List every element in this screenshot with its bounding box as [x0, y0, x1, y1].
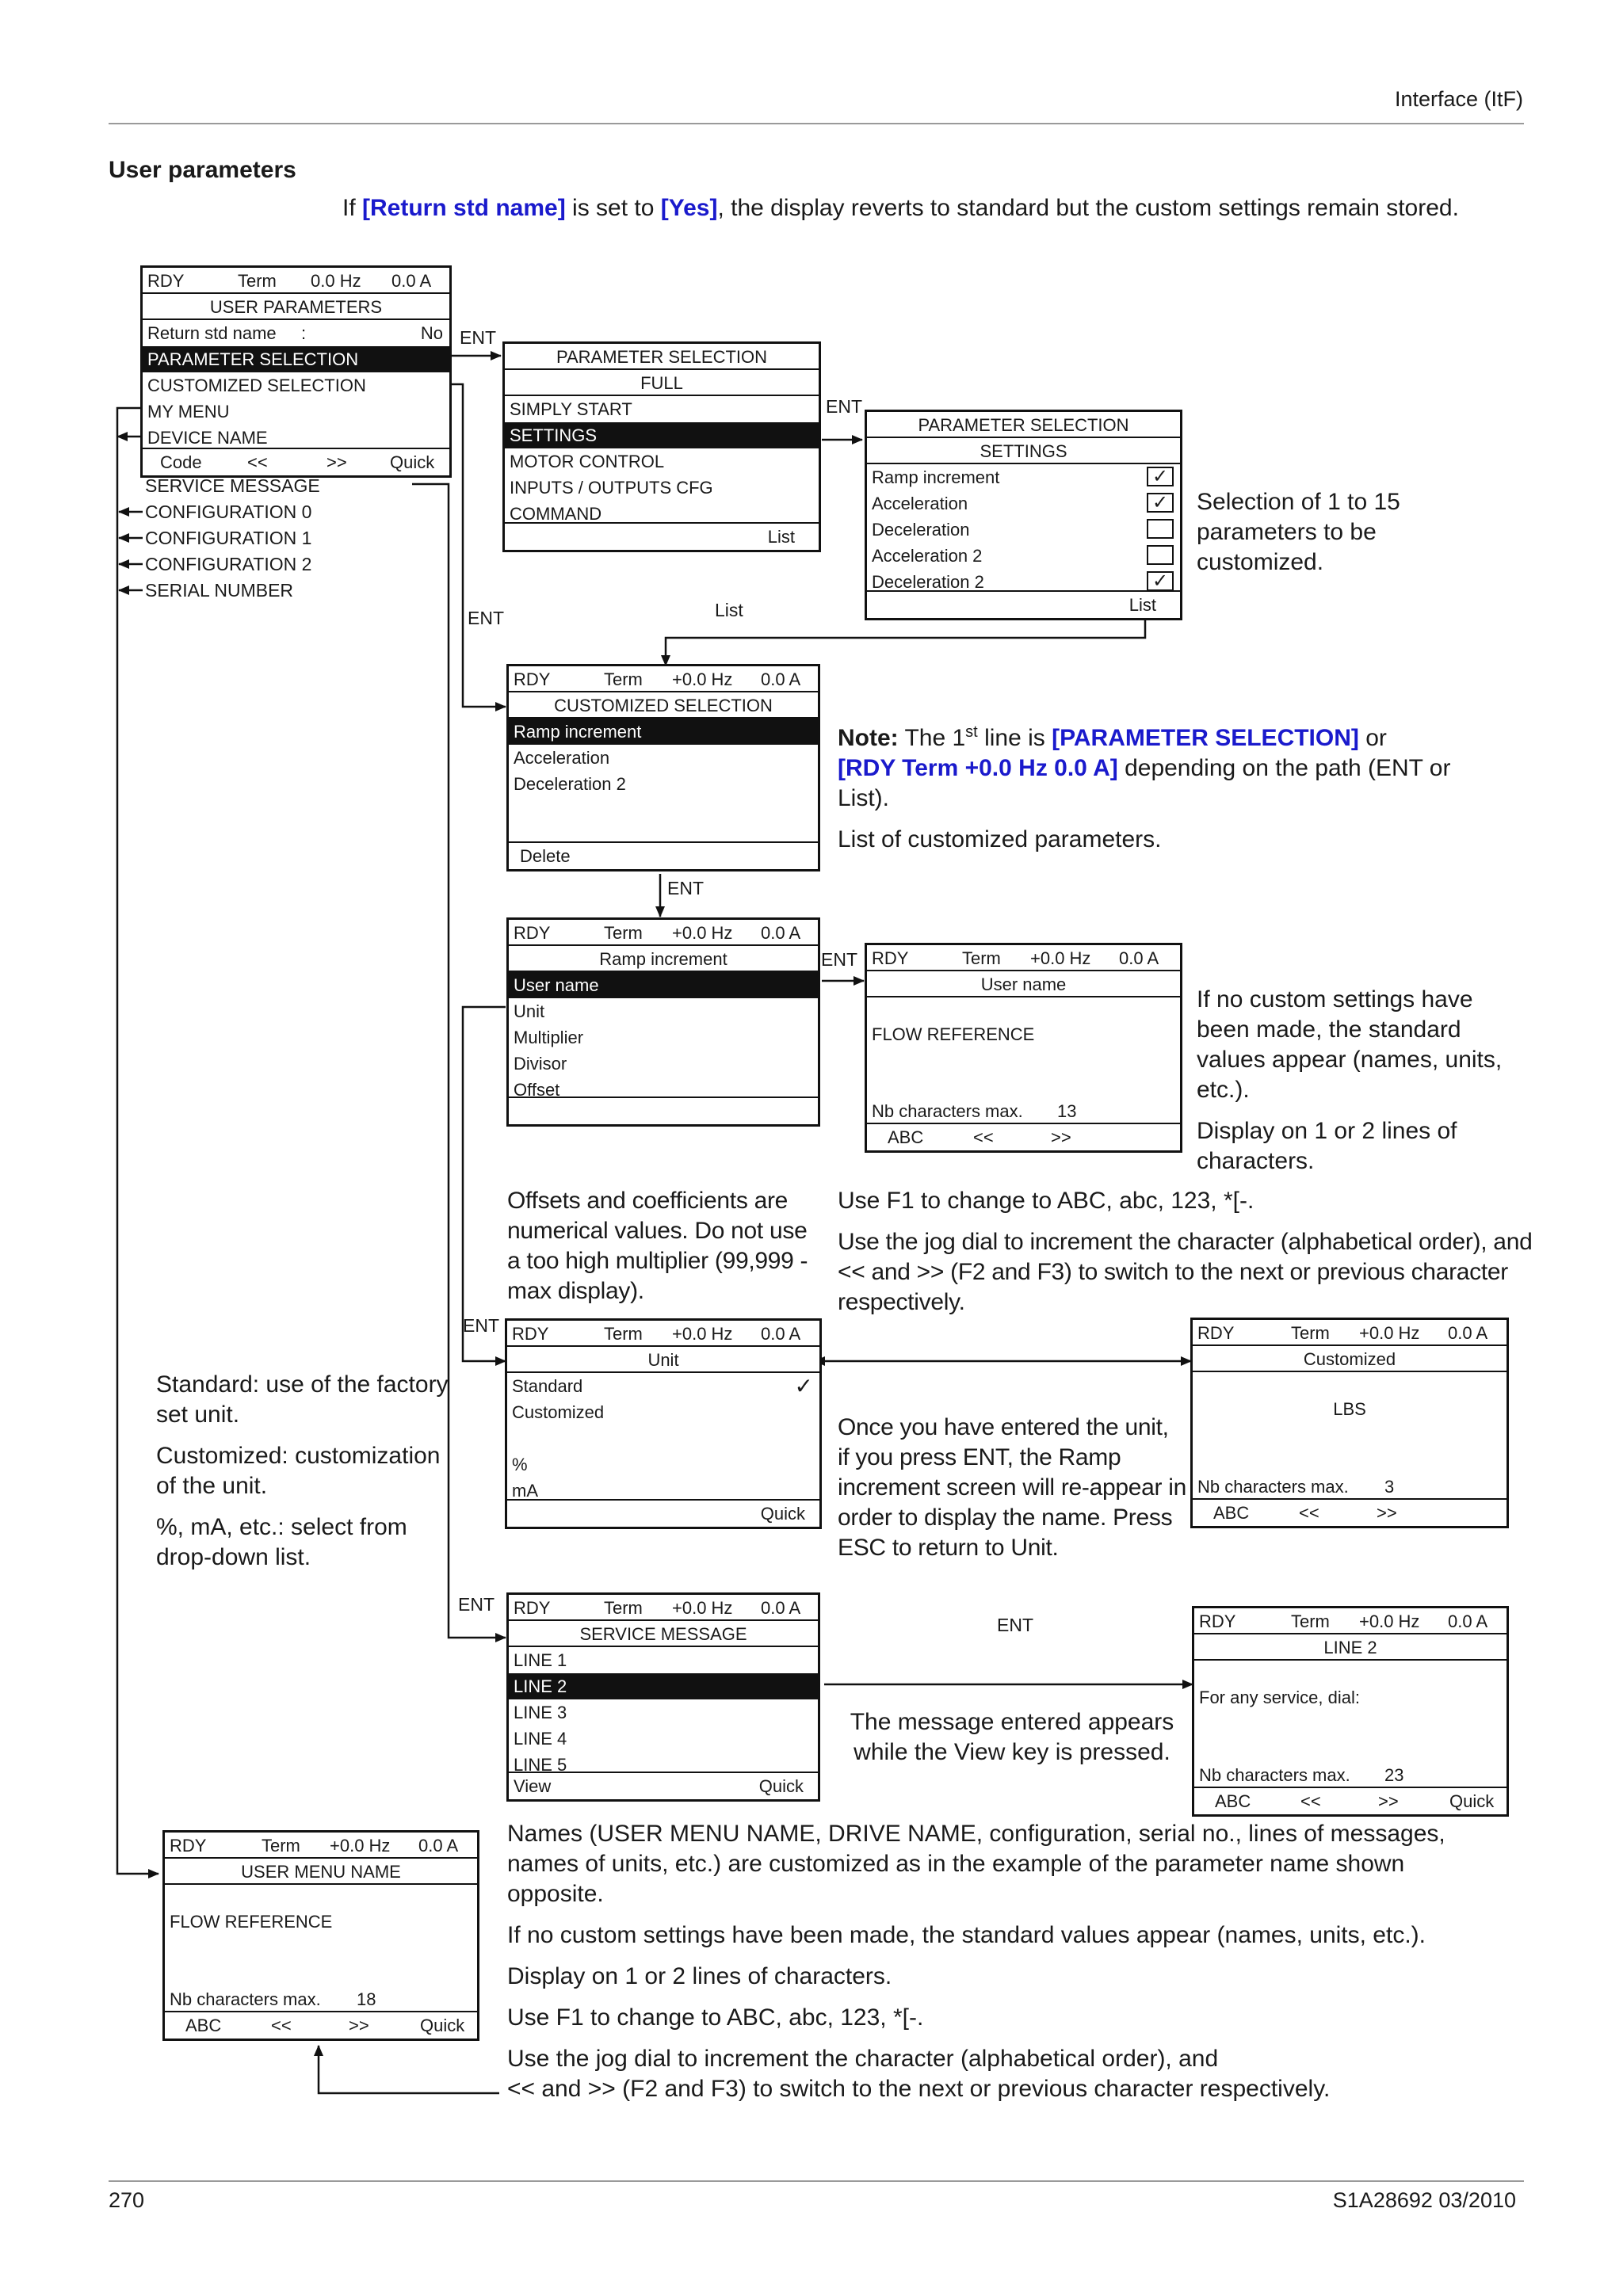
- unit-text: Once you have entered the unit, if you press ENT, the Ramp increment screen will re-appear in order to display the name. Press ESC to return to Unit.: [838, 1414, 1186, 1561]
- menu-item-my-menu[interactable]: MY MENU: [147, 402, 230, 421]
- function-keys: [507, 1499, 819, 1527]
- key-next[interactable]: >>: [349, 2016, 369, 2035]
- customized-unit-value[interactable]: LBS: [1333, 1399, 1366, 1419]
- key-delete[interactable]: Delete: [520, 846, 571, 866]
- status-bar: [509, 1595, 818, 1621]
- status-amp: 0.0 A: [418, 1836, 459, 1855]
- intro-yes: [Yes]: [660, 195, 718, 221]
- unit-label: Standard: [512, 1376, 583, 1396]
- bottom-text-p4: Use F1 to change to ABC, abc, 123, *[-.: [507, 2004, 924, 2031]
- screen-title: Unit: [507, 1347, 819, 1373]
- checkbox-acceleration-2[interactable]: [1147, 545, 1174, 565]
- unit-item-percent[interactable]: %: [512, 1455, 528, 1474]
- service-item-line-2[interactable]: LINE 2: [509, 1673, 818, 1699]
- service-item-line-5[interactable]: LINE 5: [514, 1755, 567, 1775]
- note-t2: line is: [977, 725, 1052, 751]
- function-keys: [509, 1772, 818, 1799]
- usage-text: [838, 1186, 1535, 1329]
- status-rdy: RDY: [147, 271, 185, 291]
- status-rdy: RDY: [512, 1324, 549, 1344]
- return-std-name-row[interactable]: [143, 320, 449, 346]
- status-hz: +0.0 Hz: [1359, 1323, 1420, 1343]
- section-header: Interface (ItF): [1394, 87, 1523, 111]
- screen-title: PARAMETER SELECTION: [867, 412, 1180, 438]
- footer-rule: [109, 2180, 1524, 2182]
- status-rdy: RDY: [1197, 1323, 1235, 1343]
- checkbox-ramp-increment[interactable]: ✓: [1147, 467, 1174, 486]
- key-abc[interactable]: ABC: [888, 1127, 924, 1147]
- key-list[interactable]: List: [767, 527, 795, 547]
- status-hz: +0.0 Hz: [1359, 1611, 1420, 1631]
- note-label: Note:: [838, 725, 899, 751]
- service-item-line-3[interactable]: LINE 3: [514, 1703, 567, 1722]
- user-menu-name-value[interactable]: FLOW REFERENCE: [170, 1912, 333, 1932]
- status-rdy: RDY: [514, 669, 551, 689]
- function-keys: [867, 1123, 1180, 1150]
- user-name-value[interactable]: FLOW REFERENCE: [872, 1024, 1035, 1044]
- menu-item-configuration-0[interactable]: CONFIGURATION 0: [145, 502, 312, 522]
- return-std-name-label: Return std name: [147, 323, 277, 343]
- param-row-deceleration[interactable]: [867, 517, 1180, 543]
- cust-item-acceleration[interactable]: Acceleration: [514, 748, 610, 768]
- status-rdy: RDY: [872, 948, 909, 968]
- selection-note: Selection of 1 to 15 parameters to be customized.: [1197, 489, 1400, 575]
- status-bar: [165, 1833, 477, 1859]
- message-text: The message entered appears while the View key is pressed.: [850, 1709, 1174, 1765]
- intro-return-std-name: [Return std name]: [362, 195, 566, 221]
- screen-title: USER MENU NAME: [165, 1859, 477, 1885]
- status-rdy: RDY: [170, 1836, 207, 1855]
- left-text-p2: Customized: customization of the unit.: [156, 1443, 441, 1499]
- screen-title: Ramp increment: [509, 946, 818, 972]
- menu-item-device-name[interactable]: DEVICE NAME: [147, 428, 268, 448]
- menu-item-simply-start[interactable]: SIMPLY START: [510, 399, 632, 419]
- status-hz: +0.0 Hz: [672, 923, 733, 943]
- param-row-ramp-increment[interactable]: [867, 464, 1180, 490]
- bottom-text: [507, 1819, 1537, 2104]
- screen-title: USER PARAMETERS: [143, 294, 449, 320]
- key-next[interactable]: >>: [1378, 1791, 1399, 1811]
- param-label: Acceleration 2: [872, 546, 983, 566]
- bottom-text-p5b: << and >> (F2 and F3) to switch to the next or previous character respectively.: [507, 2076, 1331, 2102]
- screen-title: User name: [867, 971, 1180, 997]
- nb-value: 18: [357, 1989, 376, 2009]
- ramp-item-unit[interactable]: Unit: [514, 1001, 545, 1021]
- ramp-item-multiplier[interactable]: Multiplier: [514, 1028, 584, 1047]
- status-amp: 0.0 A: [761, 669, 801, 689]
- key-abc[interactable]: ABC: [1213, 1503, 1250, 1523]
- nb-value: 3: [1384, 1477, 1395, 1497]
- note-sup: st: [965, 723, 978, 741]
- status-term: Term: [262, 1836, 300, 1855]
- ent-label-6: ENT: [463, 1315, 499, 1336]
- screen-user-name: [865, 943, 1182, 1153]
- bottom-text-p3: Display on 1 or 2 lines of characters.: [507, 1963, 892, 1989]
- key-next[interactable]: >>: [1051, 1127, 1071, 1147]
- function-keys: [165, 2011, 477, 2039]
- note-list-text: List of customized parameters.: [838, 826, 1162, 852]
- menu-item-settings[interactable]: SETTINGS: [505, 422, 819, 448]
- unit-item-standard[interactable]: [507, 1373, 819, 1399]
- f1-text: Use F1 to change to ABC, abc, 123, *[-.: [838, 1188, 1254, 1214]
- status-rdy: RDY: [514, 1598, 551, 1618]
- screen-title: PARAMETER SELECTION: [505, 344, 819, 370]
- function-keys: [1194, 1787, 1507, 1814]
- status-hz: 0.0 Hz: [311, 271, 361, 291]
- function-keys: [509, 841, 818, 869]
- function-keys: [1193, 1498, 1507, 1526]
- status-amp: 0.0 A: [391, 271, 432, 291]
- right-text: [1197, 985, 1522, 1188]
- jog-text: Use the jog dial to increment the character (alphabetical order), and << and >> (F2 and F3) to switch to the next or previous character respectively.: [838, 1229, 1533, 1315]
- screen-title: LINE 2: [1194, 1634, 1507, 1661]
- left-text: [156, 1370, 461, 1584]
- status-bar: [509, 666, 818, 692]
- param-label: Deceleration 2: [872, 572, 984, 592]
- key-quick[interactable]: Quick: [420, 2016, 465, 2035]
- menu-item-inputs-outputs[interactable]: INPUTS / OUTPUTS CFG: [510, 478, 713, 498]
- nb-label: Nb characters max.: [1197, 1477, 1349, 1497]
- unit-item-ma[interactable]: mA: [512, 1481, 538, 1501]
- status-hz: +0.0 Hz: [672, 1324, 733, 1344]
- status-term: Term: [962, 948, 1001, 968]
- status-amp: 0.0 A: [761, 923, 801, 943]
- screen-line-2: [1192, 1606, 1509, 1817]
- param-row-acceleration[interactable]: [867, 490, 1180, 517]
- checkbox-deceleration-2[interactable]: ✓: [1147, 571, 1174, 591]
- intro-pre: If: [342, 195, 363, 221]
- key-next[interactable]: >>: [1377, 1503, 1397, 1523]
- line-2-value[interactable]: For any service, dial:: [1199, 1688, 1360, 1707]
- key-prev[interactable]: <<: [1300, 1791, 1321, 1811]
- right-text-p2: Display on 1 or 2 lines of characters.: [1197, 1118, 1457, 1174]
- right-text-p1: If no custom settings have been made, the standard values appear (names, units, etc.).: [1197, 986, 1503, 1103]
- screen-unit: [505, 1318, 822, 1529]
- menu-item-service-message[interactable]: SERVICE MESSAGE: [145, 475, 320, 496]
- intro-post: , the display reverts to standard but the custom settings remain stored.: [717, 195, 1459, 221]
- status-bar: [1194, 1608, 1507, 1634]
- screen-user-parameters: [140, 265, 452, 478]
- cust-item-ramp-increment[interactable]: Ramp increment: [509, 719, 818, 745]
- screen-service-message: [506, 1592, 820, 1802]
- key-prev[interactable]: <<: [247, 452, 268, 472]
- status-bar: [143, 268, 449, 294]
- function-keys: [505, 522, 819, 550]
- ent-label-1: ENT: [460, 327, 496, 348]
- service-item-line-1[interactable]: LINE 1: [514, 1650, 567, 1670]
- menu-item-configuration-1[interactable]: CONFIGURATION 1: [145, 528, 312, 548]
- page-number: 270: [109, 2188, 145, 2212]
- status-term: Term: [604, 1324, 643, 1344]
- nb-label: Nb characters max.: [170, 1989, 321, 2009]
- list-label: List: [715, 600, 743, 620]
- note-rdy-status: [RDY Term +0.0 Hz 0.0 A]: [838, 755, 1118, 781]
- cust-item-deceleration-2[interactable]: Deceleration 2: [514, 774, 626, 794]
- key-quick[interactable]: Quick: [390, 452, 435, 472]
- screen-customized-selection: [506, 664, 820, 871]
- key-quick[interactable]: Quick: [758, 1776, 804, 1796]
- key-list[interactable]: List: [1128, 595, 1156, 615]
- param-label: Ramp increment: [872, 467, 1000, 487]
- key-abc[interactable]: ABC: [1215, 1791, 1251, 1811]
- key-quick[interactable]: Quick: [760, 1504, 805, 1524]
- left-text-p3: %, mA, etc.: select from drop-down list.: [156, 1514, 407, 1570]
- nb-label: Nb characters max.: [1199, 1765, 1350, 1785]
- status-amp: 0.0 A: [1448, 1323, 1488, 1343]
- screen-parameter-selection-settings: [865, 410, 1182, 620]
- checkbox-deceleration[interactable]: [1147, 519, 1174, 539]
- status-term: Term: [604, 923, 643, 943]
- function-keys: [143, 448, 449, 475]
- key-prev[interactable]: <<: [973, 1127, 994, 1147]
- status-hz: +0.0 Hz: [330, 1836, 391, 1855]
- page-title: User parameters: [109, 157, 296, 183]
- status-amp: 0.0 A: [761, 1324, 801, 1344]
- key-code[interactable]: Code: [160, 452, 202, 472]
- service-item-line-4[interactable]: LINE 4: [514, 1729, 567, 1749]
- nb-characters-row: [1193, 1474, 1507, 1500]
- ent-label-4: ENT: [667, 878, 704, 898]
- screen-subtitle: FULL: [505, 370, 819, 396]
- status-amp: 0.0 A: [1448, 1611, 1488, 1631]
- nb-characters-row: [1194, 1762, 1507, 1788]
- menu-item-command[interactable]: COMMAND: [510, 504, 602, 524]
- note-parameter-selection: [PARAMETER SELECTION]: [1052, 725, 1359, 751]
- param-label: Acceleration: [872, 494, 968, 513]
- screen-ramp-increment: [506, 917, 820, 1127]
- screen-customized-unit: [1190, 1318, 1509, 1528]
- note-t3: or: [1358, 725, 1387, 751]
- key-prev[interactable]: <<: [271, 2016, 292, 2035]
- ramp-item-divisor[interactable]: Divisor: [514, 1054, 567, 1074]
- status-term: Term: [1291, 1611, 1330, 1631]
- screen-title: SERVICE MESSAGE: [509, 1621, 818, 1647]
- nb-characters-row: [867, 1098, 1180, 1124]
- left-text-p1: Standard: use of the factory set unit.: [156, 1371, 449, 1428]
- note-t1: The 1: [898, 725, 966, 751]
- key-abc[interactable]: ABC: [185, 2016, 222, 2035]
- ent-label-5: ENT: [821, 949, 857, 970]
- screen-parameter-selection-full: [502, 341, 821, 552]
- key-next[interactable]: >>: [327, 452, 347, 472]
- document-reference: S1A28692 03/2010: [1332, 2188, 1516, 2212]
- param-label: Deceleration: [872, 520, 970, 540]
- nb-characters-row: [165, 1986, 477, 2012]
- ent-label-8: ENT: [997, 1615, 1033, 1635]
- function-keys: [867, 590, 1180, 618]
- bottom-text-p5a: Use the jog dial to increment the character (alphabetical order), and: [507, 2046, 1219, 2072]
- screen-title: Customized: [1193, 1346, 1507, 1372]
- unit-item-customized[interactable]: Customized: [512, 1402, 605, 1422]
- key-quick[interactable]: Quick: [1449, 1791, 1495, 1811]
- ramp-item-offset[interactable]: Offset: [514, 1080, 560, 1100]
- return-std-name-value: No: [420, 323, 443, 343]
- menu-item-configuration-2[interactable]: CONFIGURATION 2: [145, 554, 312, 574]
- param-row-acceleration-2[interactable]: [867, 543, 1180, 569]
- status-bar: [867, 945, 1180, 971]
- status-term: Term: [604, 1598, 643, 1618]
- status-hz: +0.0 Hz: [672, 669, 733, 689]
- status-hz: +0.0 Hz: [1030, 948, 1091, 968]
- note-t4: depending on the path (ENT or List).: [838, 755, 1451, 811]
- bottom-text-p1: Names (USER MENU NAME, DRIVE NAME, configuration, serial no., lines of messages, names of units, etc.) are customized as in the example of the parameter name shown opposite.: [507, 1821, 1445, 1907]
- bottom-text-p2: If no custom settings have been made, the standard values appear (names, units, etc.).: [507, 1922, 1426, 1948]
- status-term: Term: [1291, 1323, 1330, 1343]
- screen-subtitle: SETTINGS: [867, 438, 1180, 464]
- nb-label: Nb characters max.: [872, 1101, 1023, 1121]
- unit-item-blank: [507, 1425, 819, 1451]
- return-std-name-sep: :: [301, 323, 307, 343]
- menu-item-serial-number[interactable]: SERIAL NUMBER: [145, 580, 294, 601]
- status-bar: [509, 920, 818, 946]
- status-hz: +0.0 Hz: [672, 1598, 733, 1618]
- function-keys: [509, 1097, 818, 1124]
- ramp-item-user-name[interactable]: User name: [509, 972, 818, 998]
- note-text: [838, 717, 1503, 866]
- offsets-text: Offsets and coefficients are numerical values. Do not use a too high multiplier (99,999 - max display).: [507, 1188, 808, 1304]
- status-bar: [1193, 1320, 1507, 1346]
- check-icon: ✓: [794, 1374, 813, 1398]
- status-bar: [507, 1321, 819, 1347]
- key-view[interactable]: View: [514, 1776, 552, 1796]
- screen-title: CUSTOMIZED SELECTION: [509, 692, 818, 719]
- screen-user-menu-name: [162, 1830, 479, 2041]
- menu-item-parameter-selection[interactable]: PARAMETER SELECTION: [143, 346, 449, 372]
- ent-label-3: ENT: [468, 608, 504, 628]
- status-rdy: RDY: [1199, 1611, 1236, 1631]
- checkbox-acceleration[interactable]: ✓: [1147, 493, 1174, 513]
- status-amp: 0.0 A: [761, 1598, 801, 1618]
- status-term: Term: [238, 271, 277, 291]
- menu-item-customized-selection[interactable]: CUSTOMIZED SELECTION: [147, 376, 366, 395]
- status-term: Term: [604, 669, 643, 689]
- nb-value: 13: [1057, 1101, 1077, 1121]
- ent-label-2: ENT: [826, 396, 862, 417]
- intro-mid: is set to: [565, 195, 661, 221]
- menu-item-motor-control[interactable]: MOTOR CONTROL: [510, 452, 665, 471]
- ent-label-7: ENT: [458, 1594, 495, 1615]
- status-amp: 0.0 A: [1119, 948, 1159, 968]
- key-prev[interactable]: <<: [1299, 1503, 1319, 1523]
- status-rdy: RDY: [514, 923, 551, 943]
- nb-value: 23: [1384, 1765, 1404, 1785]
